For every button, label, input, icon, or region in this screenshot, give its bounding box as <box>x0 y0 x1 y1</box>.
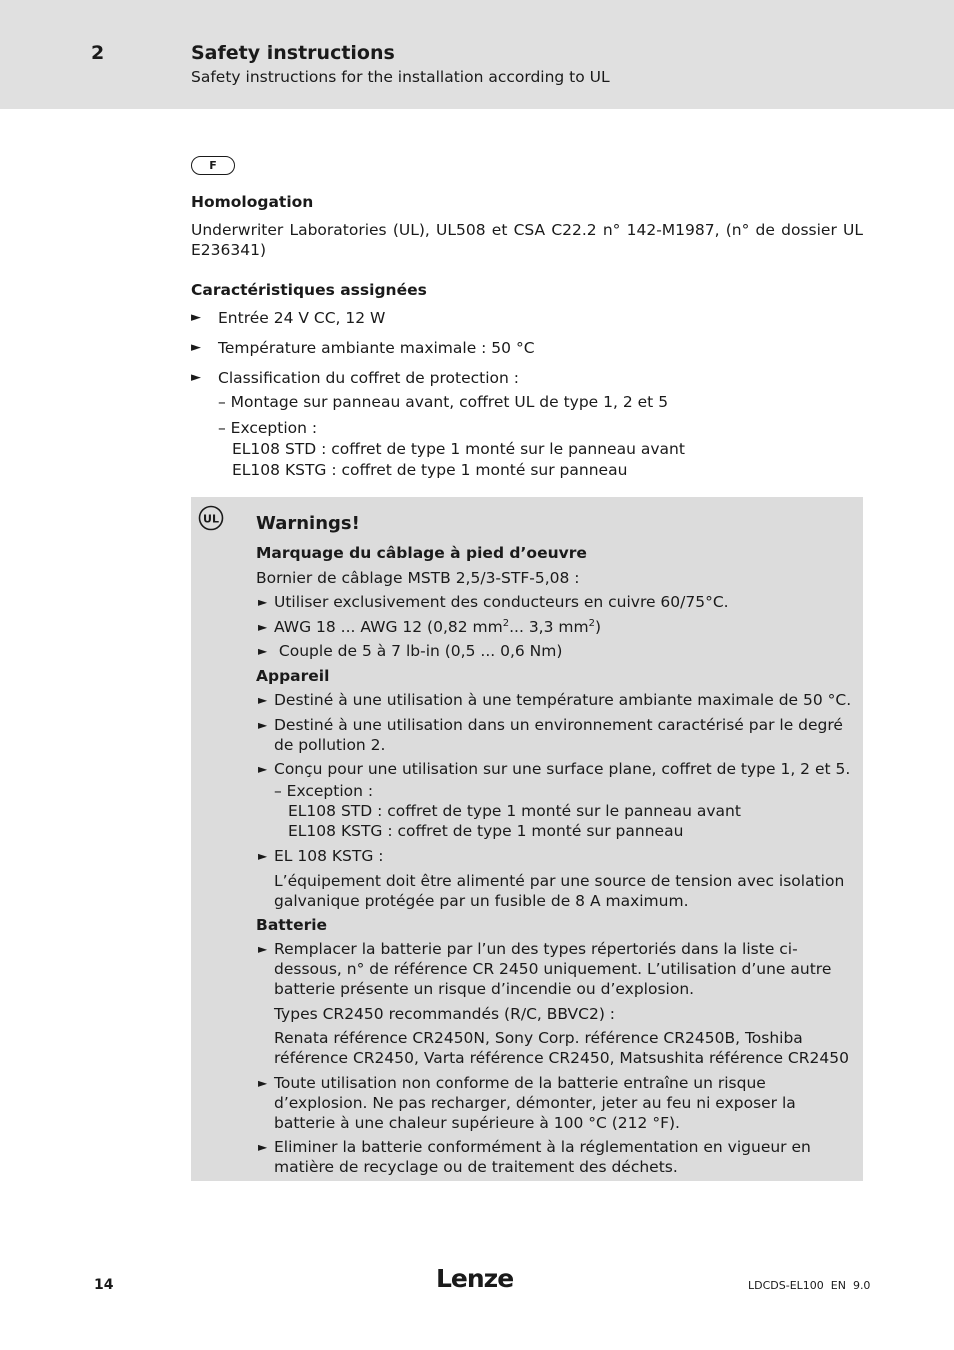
ratings-sub-item: – Montage sur panneau avant, coffret UL de type 1, 2 et 5 <box>218 393 669 411</box>
arrow-icon: ► <box>258 762 268 776</box>
language-badge: F <box>191 156 235 175</box>
device-exception: – Exception : <box>274 782 374 800</box>
wiring-bullet-text: Couple de 5 à 7 lb-in (0,5 ... 0,6 Nm) <box>274 642 563 660</box>
homologation-heading: Homologation <box>191 193 314 211</box>
arrow-icon: ► <box>258 1076 268 1090</box>
battery-bullet-text: Eliminer la batterie conformément à la réglementation en vigueur en matière de recyclage ou de traitement des déchets. <box>274 1138 811 1176</box>
wiring-intro: Bornier de câblage MSTB 2,5/3-STF-5,08 : <box>256 569 580 587</box>
arrow-icon: ► <box>258 595 268 609</box>
wiring-heading: Marquage du câblage à pied d’oeuvre <box>256 544 587 562</box>
battery-bullet-text: Toute utilisation non conforme de la batterie entraîne un risque d’explosion. Ne pas recharger, démonter, jeter au feu ni exposer la batterie à une chaleur supérieure à 100 °C (212 °F). <box>274 1074 796 1132</box>
chapter-header <box>0 0 954 109</box>
device-bullet-text: Conçu pour une utilisation sur une surface plane, coffret de type 1, 2 et 5. <box>274 760 851 778</box>
ratings-bullet-text: Classification du coffret de protection : <box>218 369 519 387</box>
lenze-logo: Lenze <box>436 1264 514 1293</box>
battery-types: Types CR2450 recommandés (R/C, BBVC2) : <box>274 1005 616 1023</box>
ratings-bullet-text: Température ambiante maximale : 50 °C <box>218 339 535 357</box>
chapter-number: 2 <box>91 42 105 64</box>
arrow-icon: ► <box>191 310 201 325</box>
ul-mark-text: UL <box>203 512 219 526</box>
arrow-icon: ► <box>191 340 201 355</box>
arrow-icon: ► <box>258 693 268 707</box>
chapter-subtitle: Safety instructions for the installation according to UL <box>191 68 610 86</box>
chapter-title: Safety instructions <box>191 42 395 64</box>
ratings-heading: Caractéristiques assignées <box>191 281 427 299</box>
wiring-bullet-text: AWG 18 ... AWG 12 (0,82 $mm^2$... 3,3 $mm^2$) <box>274 617 602 636</box>
wiring-bullet-text: Utiliser exclusivement des conducteurs en cuivre 60/75°C. <box>274 593 729 611</box>
battery-bullet-text: Remplacer la batterie par l’un des types répertoriés dans la liste ci-dessous, n° de référence CR 2450 uniquement. L’utilisation d’une autre batterie présente un risque d’incendie ou d’explosion. <box>274 940 832 998</box>
arrow-icon: ► <box>191 370 201 385</box>
arrow-icon: ► <box>258 849 268 863</box>
arrow-icon: ► <box>258 942 268 956</box>
device-exception-item: EL108 STD : coffret de type 1 monté sur le panneau avant <box>288 802 741 820</box>
arrow-icon: ► <box>258 644 268 658</box>
ratings-bullet-text: Entrée 24 V CC, 12 W <box>218 309 386 327</box>
ratings-sub-item: EL108 STD : coffret de type 1 monté sur le panneau avant <box>232 440 685 458</box>
warnings-title: Warnings! <box>256 513 360 534</box>
battery-heading: Batterie <box>256 916 328 934</box>
ul-listed-icon <box>198 505 224 531</box>
ratings-sub-item: EL108 KSTG : coffret de type 1 monté sur panneau <box>232 461 628 479</box>
arrow-icon: ► <box>258 718 268 732</box>
homologation-text: Underwriter Laboratories (UL), UL508 et CSA C22.2 n° 142-M1987, (n° de dossier UL E236341) <box>191 221 863 259</box>
device-bullet-text: Destiné à une utilisation à une température ambiante maximale de 50 °C. <box>274 691 852 709</box>
device-exception-item: EL108 KSTG : coffret de type 1 monté sur panneau <box>288 822 684 840</box>
arrow-icon: ► <box>258 1140 268 1154</box>
device-note: L’équipement doit être alimenté par une source de tension avec isolation galvanique protégée par un fusible de 8 A maximum. <box>274 872 845 910</box>
ratings-sub-item: – Exception : <box>218 419 318 437</box>
device-bullet-text: Destiné à une utilisation dans un environnement caractérisé par le degré de pollution 2. <box>274 716 843 754</box>
device-bullet-text: EL 108 KSTG : <box>274 847 384 865</box>
battery-references: Renata référence CR2450N, Sony Corp. référence CR2450B, Toshiba référence CR2450, Varta référence CR2450, Matsushita référence CR2450 <box>274 1029 849 1067</box>
page-number: 14 <box>94 1277 114 1293</box>
device-heading: Appareil <box>256 667 330 685</box>
document-id: LDCDS-EL100 EN 9.0 <box>748 1279 871 1292</box>
arrow-icon: ► <box>258 620 268 634</box>
